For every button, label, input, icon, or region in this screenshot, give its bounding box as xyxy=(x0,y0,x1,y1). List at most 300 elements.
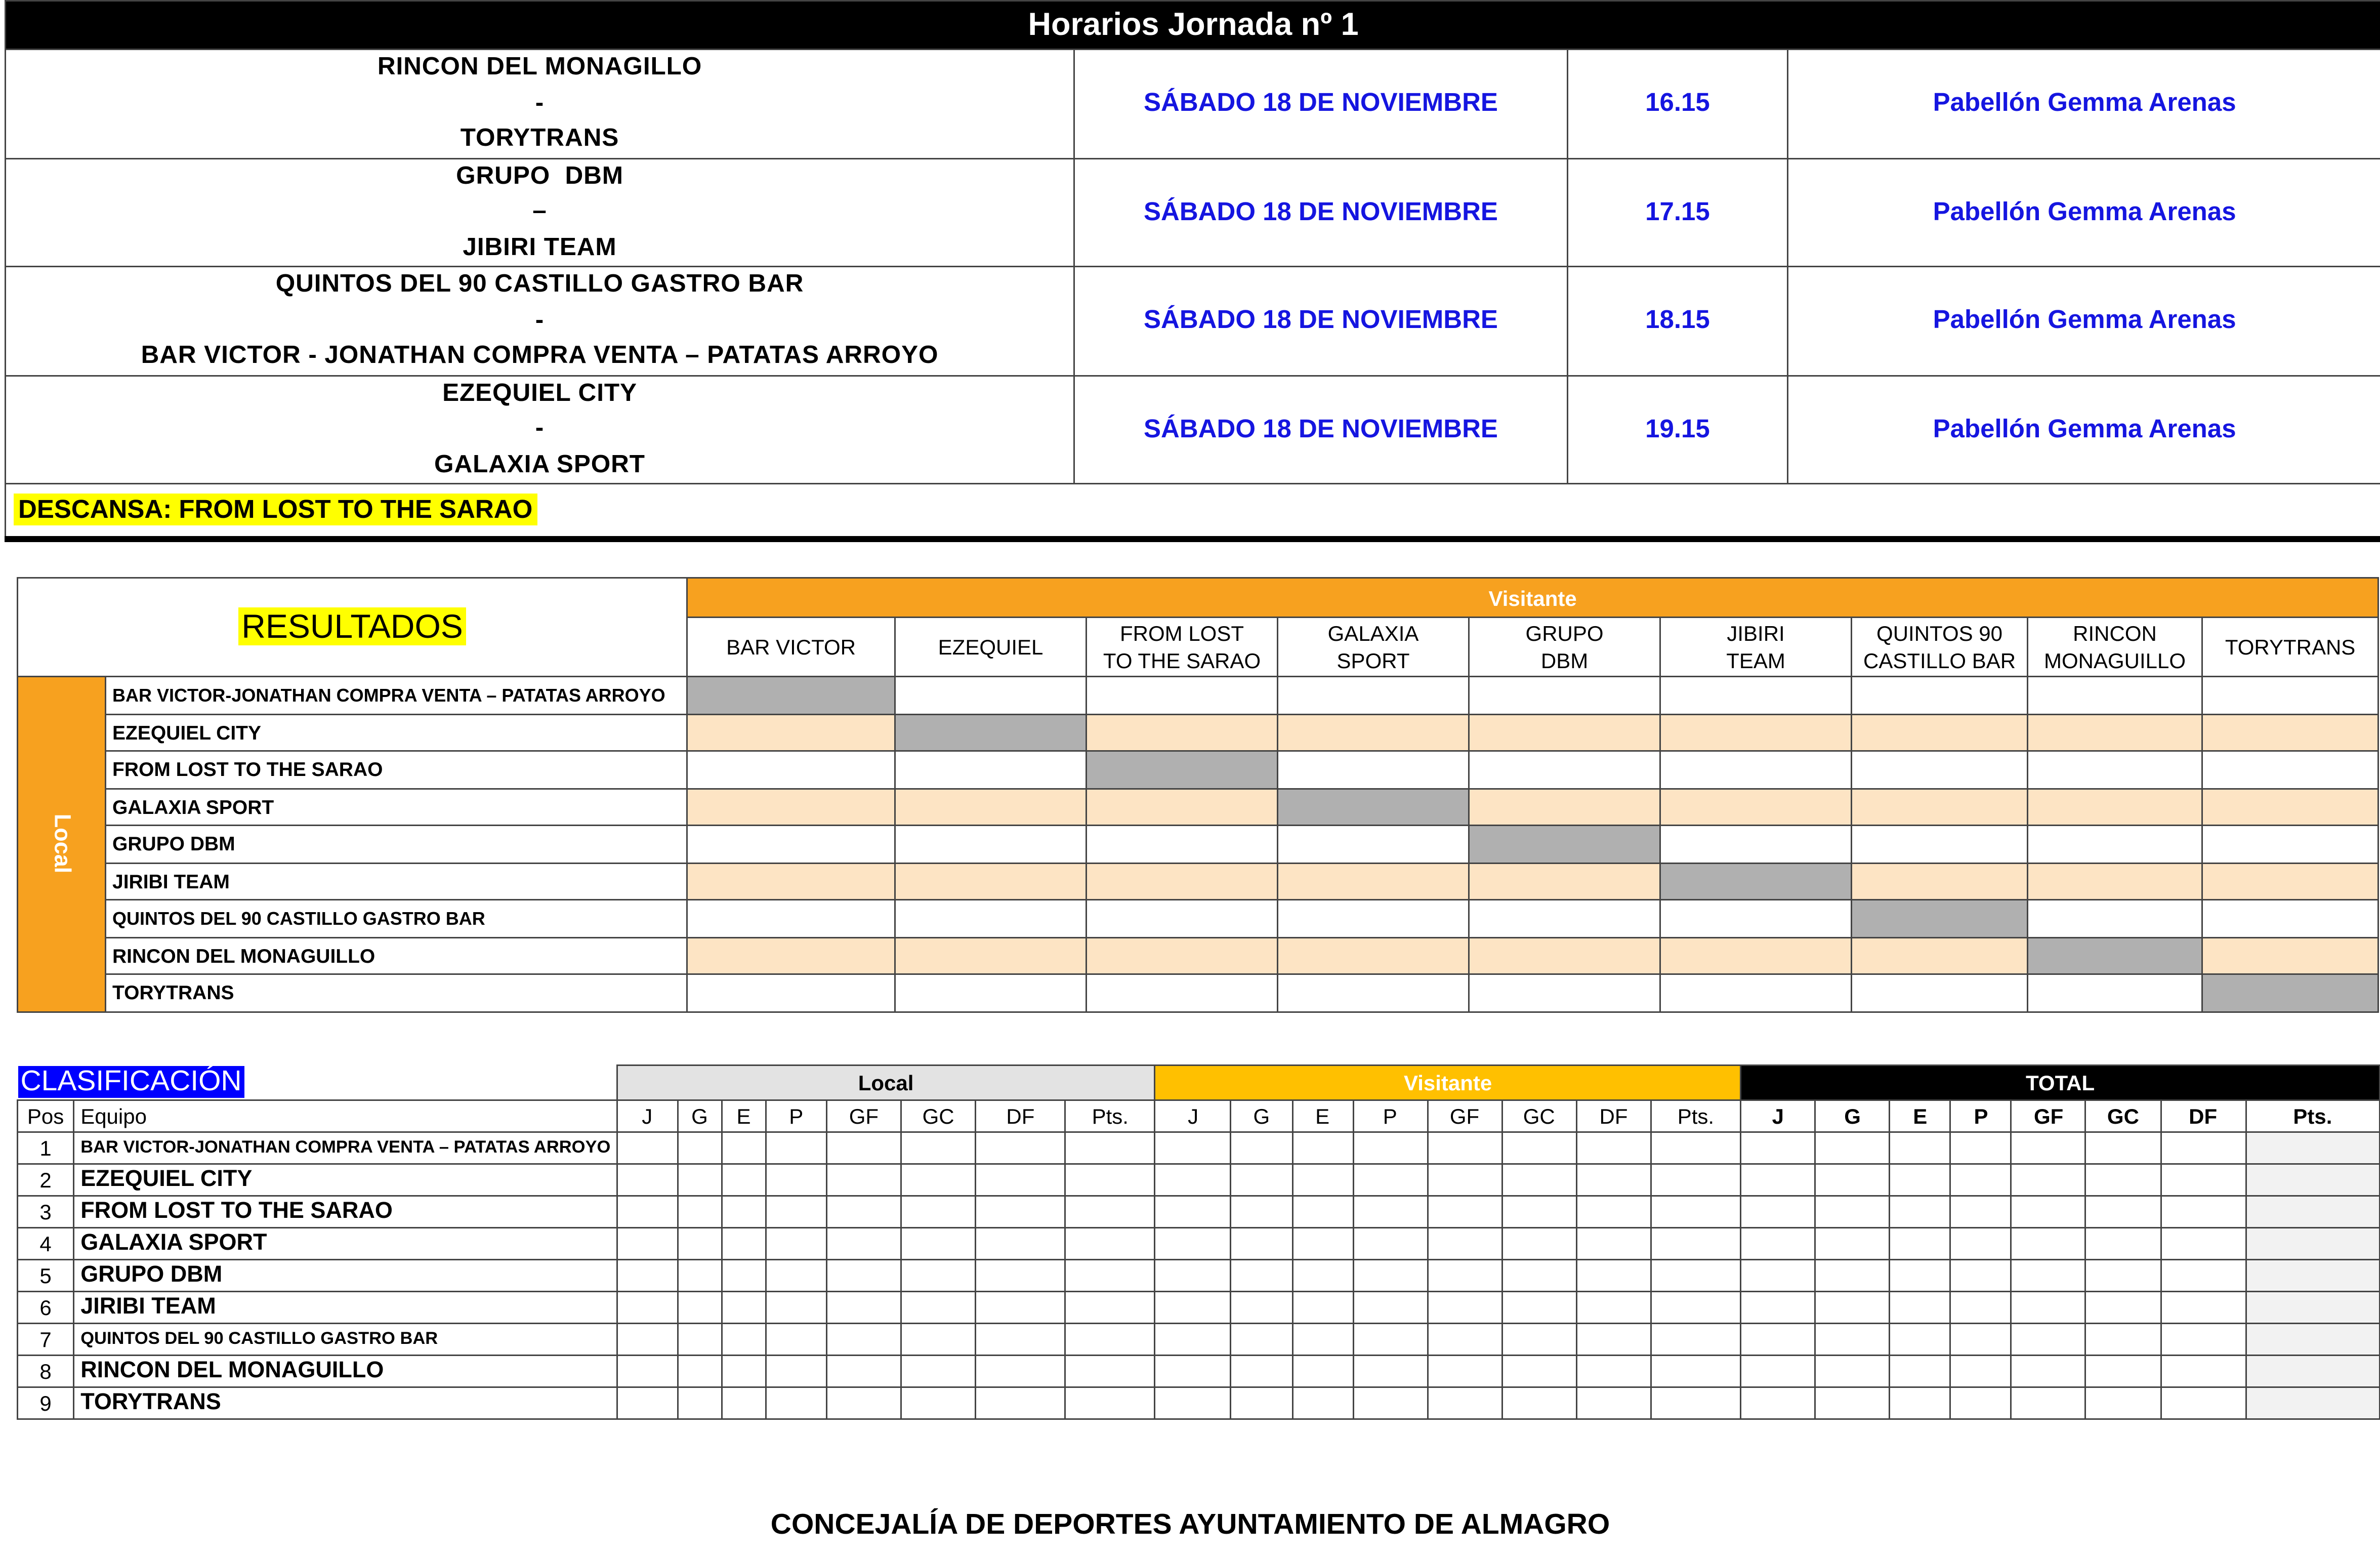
stat-cell[interactable] xyxy=(1890,1259,1950,1291)
stat-cell[interactable] xyxy=(1950,1291,2011,1323)
stat-cell[interactable] xyxy=(678,1227,722,1259)
stat-cell[interactable] xyxy=(678,1131,722,1163)
stat-cell[interactable] xyxy=(1353,1291,1427,1323)
stat-cell[interactable] xyxy=(766,1323,826,1355)
stat-cell[interactable] xyxy=(2012,1131,2086,1163)
stat-cell[interactable] xyxy=(2012,1355,2086,1386)
stat-cell[interactable] xyxy=(766,1131,826,1163)
stat-cell[interactable] xyxy=(1427,1163,1501,1195)
result-cell[interactable] xyxy=(1087,677,1278,714)
result-cell[interactable] xyxy=(1660,974,1852,1012)
stat-cell[interactable] xyxy=(1576,1323,1651,1355)
stat-cell[interactable] xyxy=(1502,1323,1576,1355)
stat-cell[interactable] xyxy=(1427,1323,1501,1355)
stat-cell[interactable] xyxy=(901,1131,976,1163)
stat-cell[interactable] xyxy=(826,1291,901,1323)
result-cell[interactable] xyxy=(1660,788,1852,826)
stat-cell[interactable] xyxy=(1065,1163,1155,1195)
stat-cell[interactable] xyxy=(1576,1386,1651,1418)
match-venue[interactable]: Pabellón Gemma Arenas xyxy=(1788,375,2380,484)
stat-cell[interactable] xyxy=(1651,1355,1741,1386)
stat-cell[interactable] xyxy=(1651,1227,1741,1259)
stat-cell[interactable] xyxy=(1155,1259,1231,1291)
stat-cell[interactable] xyxy=(826,1355,901,1386)
result-cell[interactable] xyxy=(1278,863,1469,900)
stat-cell[interactable] xyxy=(1741,1227,1815,1259)
stat-cell[interactable] xyxy=(678,1355,722,1386)
stat-cell[interactable] xyxy=(1815,1195,1890,1227)
match-teams[interactable] xyxy=(6,158,1074,267)
stat-cell[interactable] xyxy=(1231,1259,1292,1291)
result-cell[interactable] xyxy=(1852,826,2028,863)
stat-cell[interactable] xyxy=(1231,1386,1292,1418)
stat-cell[interactable] xyxy=(1155,1386,1231,1418)
result-cell[interactable] xyxy=(2028,863,2202,900)
stat-cell[interactable] xyxy=(901,1163,976,1195)
stat-cell[interactable] xyxy=(2160,1227,2245,1259)
stat-cell[interactable] xyxy=(1231,1355,1292,1386)
stat-cell[interactable] xyxy=(1231,1131,1292,1163)
result-cell[interactable] xyxy=(895,937,1087,974)
result-cell[interactable] xyxy=(687,714,895,751)
stat-cell[interactable] xyxy=(1292,1386,1353,1418)
stat-cell[interactable] xyxy=(826,1163,901,1195)
stat-cell[interactable] xyxy=(1576,1163,1651,1195)
stat-cell[interactable] xyxy=(901,1355,976,1386)
stat-cell[interactable] xyxy=(766,1291,826,1323)
stat-cell[interactable] xyxy=(1741,1355,1815,1386)
stat-cell[interactable] xyxy=(722,1259,766,1291)
result-cell[interactable] xyxy=(687,751,895,789)
stat-cell[interactable] xyxy=(1231,1227,1292,1259)
match-time[interactable]: 17.15 xyxy=(1568,158,1788,267)
stat-cell[interactable] xyxy=(1502,1195,1576,1227)
stat-cell[interactable] xyxy=(2160,1291,2245,1323)
result-cell[interactable] xyxy=(1469,714,1660,751)
stat-cell[interactable] xyxy=(2012,1291,2086,1323)
stat-cell[interactable] xyxy=(2086,1195,2160,1227)
stat-cell[interactable] xyxy=(1815,1227,1890,1259)
stat-cell[interactable] xyxy=(1065,1195,1155,1227)
stat-cell[interactable] xyxy=(1155,1163,1231,1195)
result-cell[interactable] xyxy=(2028,677,2202,714)
stat-cell[interactable] xyxy=(1502,1259,1576,1291)
stat-cell[interactable] xyxy=(1741,1323,1815,1355)
stat-cell[interactable] xyxy=(2012,1227,2086,1259)
result-cell[interactable] xyxy=(1469,900,1660,937)
stat-cell[interactable] xyxy=(1231,1291,1292,1323)
stat-cell[interactable] xyxy=(1155,1355,1231,1386)
result-cell[interactable] xyxy=(2202,900,2378,937)
result-cell[interactable] xyxy=(1278,900,1469,937)
stat-cell[interactable] xyxy=(1815,1355,1890,1386)
result-cell[interactable] xyxy=(687,974,895,1012)
result-cell[interactable] xyxy=(1852,714,2028,751)
stat-cell[interactable] xyxy=(1231,1323,1292,1355)
stat-cell[interactable] xyxy=(1815,1259,1890,1291)
stat-cell[interactable] xyxy=(1890,1355,1950,1386)
stat-cell[interactable] xyxy=(617,1195,678,1227)
stat-cell[interactable] xyxy=(1292,1323,1353,1355)
stat-cell[interactable] xyxy=(2245,1227,2379,1259)
stat-cell[interactable] xyxy=(976,1131,1065,1163)
stat-cell[interactable] xyxy=(2012,1323,2086,1355)
result-cell[interactable] xyxy=(1469,751,1660,789)
stat-cell[interactable] xyxy=(678,1195,722,1227)
stat-cell[interactable] xyxy=(976,1195,1065,1227)
stat-cell[interactable] xyxy=(617,1163,678,1195)
stat-cell[interactable] xyxy=(1292,1163,1353,1195)
stat-cell[interactable] xyxy=(976,1386,1065,1418)
result-cell[interactable] xyxy=(895,826,1087,863)
stat-cell[interactable] xyxy=(1155,1131,1231,1163)
result-cell[interactable] xyxy=(1087,863,1278,900)
stat-cell[interactable] xyxy=(1651,1163,1741,1195)
stat-cell[interactable] xyxy=(1292,1195,1353,1227)
stat-cell[interactable] xyxy=(976,1163,1065,1195)
match-time[interactable]: 16.15 xyxy=(1568,50,1788,158)
result-cell[interactable] xyxy=(2202,863,2378,900)
stat-cell[interactable] xyxy=(617,1131,678,1163)
stat-cell[interactable] xyxy=(617,1259,678,1291)
stat-cell[interactable] xyxy=(1292,1355,1353,1386)
stat-cell[interactable] xyxy=(1741,1386,1815,1418)
stat-cell[interactable] xyxy=(1155,1227,1231,1259)
result-cell[interactable] xyxy=(2202,937,2378,974)
stat-cell[interactable] xyxy=(2245,1259,2379,1291)
result-cell[interactable] xyxy=(1852,751,2028,789)
result-cell[interactable] xyxy=(1660,900,1852,937)
result-cell[interactable] xyxy=(2028,714,2202,751)
stat-cell[interactable] xyxy=(1231,1163,1292,1195)
result-cell[interactable] xyxy=(1660,714,1852,751)
stat-cell[interactable] xyxy=(1950,1355,2011,1386)
stat-cell[interactable] xyxy=(1353,1227,1427,1259)
stat-cell[interactable] xyxy=(1950,1163,2011,1195)
stat-cell[interactable] xyxy=(2245,1291,2379,1323)
result-cell[interactable] xyxy=(1852,863,2028,900)
result-cell[interactable] xyxy=(1660,677,1852,714)
stat-cell[interactable] xyxy=(1741,1195,1815,1227)
result-cell[interactable] xyxy=(895,974,1087,1012)
stat-cell[interactable] xyxy=(1502,1355,1576,1386)
result-cell[interactable] xyxy=(2028,974,2202,1012)
stat-cell[interactable] xyxy=(1427,1386,1501,1418)
stat-cell[interactable] xyxy=(2086,1291,2160,1323)
stat-cell[interactable] xyxy=(722,1163,766,1195)
stat-cell[interactable] xyxy=(1651,1131,1741,1163)
stat-cell[interactable] xyxy=(2012,1195,2086,1227)
stat-cell[interactable] xyxy=(1065,1259,1155,1291)
result-cell[interactable] xyxy=(1660,826,1852,863)
result-cell[interactable] xyxy=(1278,826,1469,863)
stat-cell[interactable] xyxy=(766,1355,826,1386)
stat-cell[interactable] xyxy=(1353,1386,1427,1418)
result-cell[interactable] xyxy=(895,677,1087,714)
result-cell[interactable] xyxy=(1278,974,1469,1012)
match-teams[interactable] xyxy=(6,50,1074,158)
stat-cell[interactable] xyxy=(2160,1131,2245,1163)
stat-cell[interactable] xyxy=(2245,1195,2379,1227)
stat-cell[interactable] xyxy=(617,1386,678,1418)
stat-cell[interactable] xyxy=(976,1227,1065,1259)
result-cell[interactable] xyxy=(1087,788,1278,826)
result-cell[interactable] xyxy=(1087,937,1278,974)
stat-cell[interactable] xyxy=(1651,1291,1741,1323)
result-cell[interactable] xyxy=(2028,900,2202,937)
result-cell[interactable] xyxy=(1852,677,2028,714)
stat-cell[interactable] xyxy=(2086,1386,2160,1418)
stat-cell[interactable] xyxy=(1065,1131,1155,1163)
stat-cell[interactable] xyxy=(617,1355,678,1386)
match-time[interactable]: 19.15 xyxy=(1568,375,1788,484)
stat-cell[interactable] xyxy=(2160,1163,2245,1195)
stat-cell[interactable] xyxy=(1815,1163,1890,1195)
result-cell[interactable] xyxy=(1852,937,2028,974)
stat-cell[interactable] xyxy=(1815,1131,1890,1163)
stat-cell[interactable] xyxy=(901,1323,976,1355)
result-cell[interactable] xyxy=(1852,974,2028,1012)
result-cell[interactable] xyxy=(1469,974,1660,1012)
stat-cell[interactable] xyxy=(901,1386,976,1418)
stat-cell[interactable] xyxy=(678,1323,722,1355)
result-cell[interactable] xyxy=(1469,788,1660,826)
stat-cell[interactable] xyxy=(1427,1259,1501,1291)
stat-cell[interactable] xyxy=(1576,1131,1651,1163)
stat-cell[interactable] xyxy=(2160,1355,2245,1386)
result-cell[interactable] xyxy=(687,863,895,900)
stat-cell[interactable] xyxy=(1292,1131,1353,1163)
stat-cell[interactable] xyxy=(2245,1163,2379,1195)
stat-cell[interactable] xyxy=(1155,1195,1231,1227)
stat-cell[interactable] xyxy=(2086,1355,2160,1386)
stat-cell[interactable] xyxy=(1353,1195,1427,1227)
stat-cell[interactable] xyxy=(2245,1386,2379,1418)
stat-cell[interactable] xyxy=(2160,1195,2245,1227)
stat-cell[interactable] xyxy=(1950,1227,2011,1259)
stat-cell[interactable] xyxy=(901,1227,976,1259)
stat-cell[interactable] xyxy=(976,1259,1065,1291)
stat-cell[interactable] xyxy=(1065,1355,1155,1386)
stat-cell[interactable] xyxy=(976,1323,1065,1355)
match-venue[interactable]: Pabellón Gemma Arenas xyxy=(1788,267,2380,376)
stat-cell[interactable] xyxy=(1065,1386,1155,1418)
stat-cell[interactable] xyxy=(1890,1163,1950,1195)
stat-cell[interactable] xyxy=(1292,1291,1353,1323)
stat-cell[interactable] xyxy=(826,1323,901,1355)
result-cell[interactable] xyxy=(2202,677,2378,714)
result-cell[interactable] xyxy=(2202,788,2378,826)
stat-cell[interactable] xyxy=(1353,1163,1427,1195)
result-cell[interactable] xyxy=(1278,714,1469,751)
stat-cell[interactable] xyxy=(1502,1163,1576,1195)
result-cell[interactable] xyxy=(687,788,895,826)
result-cell[interactable] xyxy=(1278,751,1469,789)
result-cell[interactable] xyxy=(2202,714,2378,751)
stat-cell[interactable] xyxy=(1815,1323,1890,1355)
result-cell[interactable] xyxy=(895,751,1087,789)
result-cell[interactable] xyxy=(687,937,895,974)
stat-cell[interactable] xyxy=(766,1259,826,1291)
stat-cell[interactable] xyxy=(722,1355,766,1386)
stat-cell[interactable] xyxy=(2245,1355,2379,1386)
stat-cell[interactable] xyxy=(2012,1259,2086,1291)
result-cell[interactable] xyxy=(1087,714,1278,751)
stat-cell[interactable] xyxy=(1890,1195,1950,1227)
stat-cell[interactable] xyxy=(1651,1386,1741,1418)
stat-cell[interactable] xyxy=(678,1386,722,1418)
match-date[interactable]: SÁBADO 18 DE NOVIEMBRE xyxy=(1074,50,1568,158)
result-cell[interactable] xyxy=(687,900,895,937)
stat-cell[interactable] xyxy=(1815,1386,1890,1418)
match-date[interactable]: SÁBADO 18 DE NOVIEMBRE xyxy=(1074,158,1568,267)
stat-cell[interactable] xyxy=(826,1227,901,1259)
stat-cell[interactable] xyxy=(1950,1259,2011,1291)
match-venue[interactable]: Pabellón Gemma Arenas xyxy=(1788,50,2380,158)
stat-cell[interactable] xyxy=(1353,1131,1427,1163)
stat-cell[interactable] xyxy=(678,1163,722,1195)
result-cell[interactable] xyxy=(1660,751,1852,789)
stat-cell[interactable] xyxy=(678,1291,722,1323)
stat-cell[interactable] xyxy=(766,1227,826,1259)
stat-cell[interactable] xyxy=(1890,1131,1950,1163)
stat-cell[interactable] xyxy=(617,1291,678,1323)
result-cell[interactable] xyxy=(1469,677,1660,714)
stat-cell[interactable] xyxy=(901,1291,976,1323)
stat-cell[interactable] xyxy=(1353,1323,1427,1355)
match-date[interactable]: SÁBADO 18 DE NOVIEMBRE xyxy=(1074,375,1568,484)
stat-cell[interactable] xyxy=(766,1195,826,1227)
stat-cell[interactable] xyxy=(2086,1227,2160,1259)
result-cell[interactable] xyxy=(1087,900,1278,937)
result-cell[interactable] xyxy=(895,788,1087,826)
stat-cell[interactable] xyxy=(766,1163,826,1195)
stat-cell[interactable] xyxy=(678,1259,722,1291)
stat-cell[interactable] xyxy=(1890,1323,1950,1355)
stat-cell[interactable] xyxy=(617,1227,678,1259)
stat-cell[interactable] xyxy=(1950,1323,2011,1355)
stat-cell[interactable] xyxy=(2086,1163,2160,1195)
result-cell[interactable] xyxy=(2028,788,2202,826)
stat-cell[interactable] xyxy=(1502,1227,1576,1259)
stat-cell[interactable] xyxy=(1292,1259,1353,1291)
stat-cell[interactable] xyxy=(976,1355,1065,1386)
result-cell[interactable] xyxy=(1469,937,1660,974)
result-cell[interactable] xyxy=(2202,751,2378,789)
match-teams[interactable] xyxy=(6,375,1074,484)
stat-cell[interactable] xyxy=(722,1323,766,1355)
match-teams[interactable] xyxy=(6,267,1074,376)
stat-cell[interactable] xyxy=(722,1131,766,1163)
stat-cell[interactable] xyxy=(1353,1355,1427,1386)
stat-cell[interactable] xyxy=(1741,1259,1815,1291)
stat-cell[interactable] xyxy=(1427,1131,1501,1163)
stat-cell[interactable] xyxy=(1353,1259,1427,1291)
result-cell[interactable] xyxy=(1469,863,1660,900)
stat-cell[interactable] xyxy=(1950,1195,2011,1227)
stat-cell[interactable] xyxy=(1576,1259,1651,1291)
stat-cell[interactable] xyxy=(1427,1291,1501,1323)
stat-cell[interactable] xyxy=(1427,1195,1501,1227)
stat-cell[interactable] xyxy=(1427,1227,1501,1259)
stat-cell[interactable] xyxy=(2160,1259,2245,1291)
stat-cell[interactable] xyxy=(1231,1195,1292,1227)
stat-cell[interactable] xyxy=(976,1291,1065,1323)
stat-cell[interactable] xyxy=(1292,1227,1353,1259)
stat-cell[interactable] xyxy=(2012,1163,2086,1195)
stat-cell[interactable] xyxy=(766,1386,826,1418)
stat-cell[interactable] xyxy=(2086,1131,2160,1163)
stat-cell[interactable] xyxy=(1427,1355,1501,1386)
stat-cell[interactable] xyxy=(1950,1386,2011,1418)
match-date[interactable]: SÁBADO 18 DE NOVIEMBRE xyxy=(1074,267,1568,376)
stat-cell[interactable] xyxy=(826,1195,901,1227)
match-time[interactable]: 18.15 xyxy=(1568,267,1788,376)
rest-cell[interactable] xyxy=(6,484,2380,540)
stat-cell[interactable] xyxy=(1502,1291,1576,1323)
stat-cell[interactable] xyxy=(1502,1386,1576,1418)
stat-cell[interactable] xyxy=(1741,1131,1815,1163)
stat-cell[interactable] xyxy=(1651,1323,1741,1355)
stat-cell[interactable] xyxy=(1065,1323,1155,1355)
result-cell[interactable] xyxy=(1660,937,1852,974)
stat-cell[interactable] xyxy=(1741,1291,1815,1323)
stat-cell[interactable] xyxy=(1065,1291,1155,1323)
result-cell[interactable] xyxy=(2202,826,2378,863)
stat-cell[interactable] xyxy=(2160,1386,2245,1418)
result-cell[interactable] xyxy=(1278,937,1469,974)
stat-cell[interactable] xyxy=(1155,1291,1231,1323)
stat-cell[interactable] xyxy=(1890,1227,1950,1259)
result-cell[interactable] xyxy=(2028,751,2202,789)
result-cell[interactable] xyxy=(895,863,1087,900)
stat-cell[interactable] xyxy=(1576,1291,1651,1323)
stat-cell[interactable] xyxy=(1741,1163,1815,1195)
stat-cell[interactable] xyxy=(1576,1227,1651,1259)
stat-cell[interactable] xyxy=(1890,1386,1950,1418)
stat-cell[interactable] xyxy=(2160,1323,2245,1355)
stat-cell[interactable] xyxy=(1890,1291,1950,1323)
stat-cell[interactable] xyxy=(826,1386,901,1418)
result-cell[interactable] xyxy=(1852,788,2028,826)
stat-cell[interactable] xyxy=(2245,1131,2379,1163)
stat-cell[interactable] xyxy=(826,1131,901,1163)
stat-cell[interactable] xyxy=(2245,1323,2379,1355)
stat-cell[interactable] xyxy=(722,1195,766,1227)
stat-cell[interactable] xyxy=(1576,1195,1651,1227)
stat-cell[interactable] xyxy=(901,1259,976,1291)
result-cell[interactable] xyxy=(2028,826,2202,863)
result-cell[interactable] xyxy=(1278,677,1469,714)
stat-cell[interactable] xyxy=(1502,1131,1576,1163)
match-venue[interactable]: Pabellón Gemma Arenas xyxy=(1788,158,2380,267)
stat-cell[interactable] xyxy=(1651,1195,1741,1227)
stat-cell[interactable] xyxy=(722,1291,766,1323)
stat-cell[interactable] xyxy=(2086,1323,2160,1355)
result-cell[interactable] xyxy=(1087,826,1278,863)
result-cell[interactable] xyxy=(895,900,1087,937)
stat-cell[interactable] xyxy=(2012,1386,2086,1418)
stat-cell[interactable] xyxy=(722,1227,766,1259)
stat-cell[interactable] xyxy=(1815,1291,1890,1323)
stat-cell[interactable] xyxy=(1651,1259,1741,1291)
stat-cell[interactable] xyxy=(617,1323,678,1355)
result-cell[interactable] xyxy=(687,826,895,863)
stat-cell[interactable] xyxy=(722,1386,766,1418)
stat-cell[interactable] xyxy=(1155,1323,1231,1355)
stat-cell[interactable] xyxy=(1950,1131,2011,1163)
stat-cell[interactable] xyxy=(1576,1355,1651,1386)
